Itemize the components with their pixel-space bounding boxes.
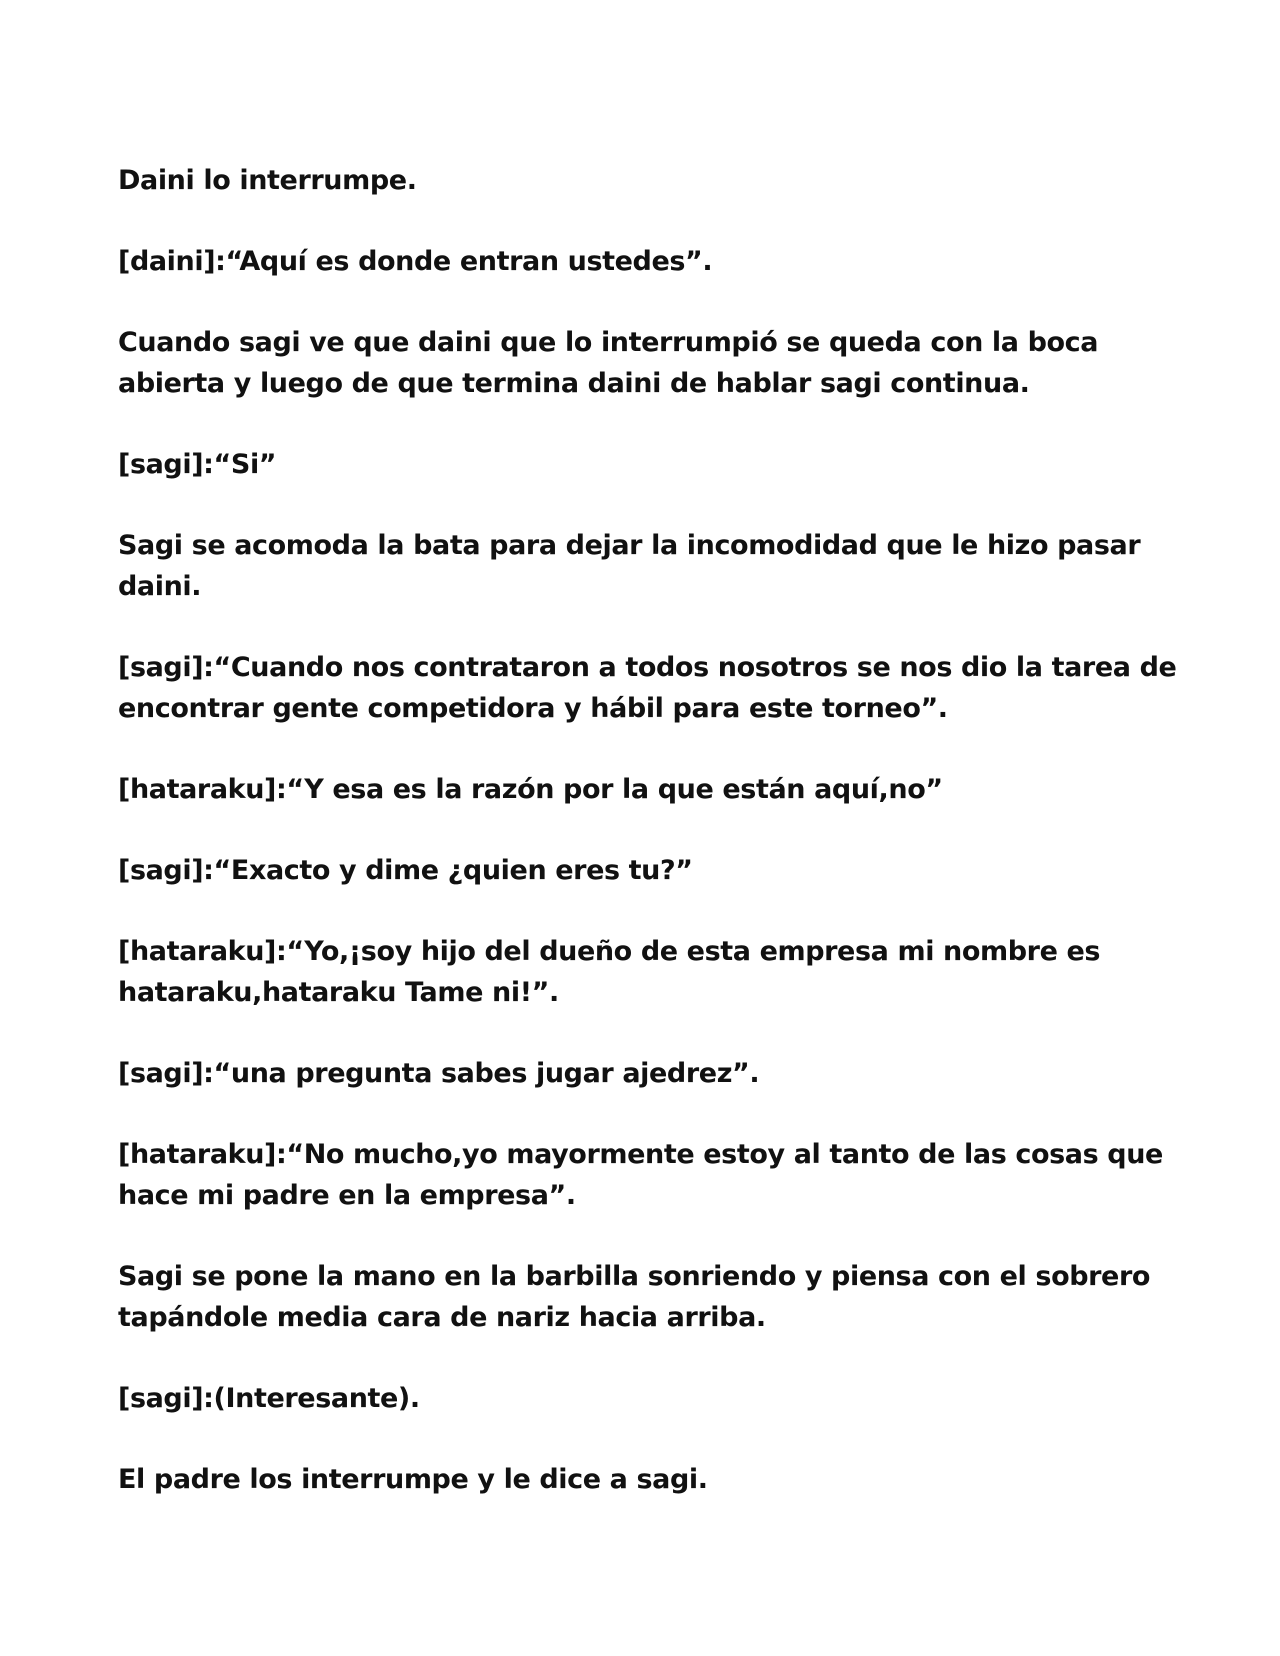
- document-body: [118, 160, 1198, 1500]
- narration-paragraph: Sagi se acomoda la bata para dejar la incomodidad que le hizo pasar daini.: [118, 530, 1141, 602]
- dialogue-line: [sagi]:“Si”: [118, 449, 277, 480]
- dialogue-line: [sagi]:“una pregunta sabes jugar ajedrez”.: [118, 1058, 760, 1089]
- narration-paragraph: Daini lo interrumpe.: [118, 165, 417, 196]
- dialogue-line: [hataraku]:“Y esa es la razón por la que están aquí,no”: [118, 774, 943, 805]
- dialogue-line: [hataraku]:“Yo,¡soy hijo del dueño de esta empresa mi nombre es hataraku,hataraku Tame ni!”.: [118, 936, 1101, 1008]
- dialogue-line: [sagi]:“Cuando nos contrataron a todos nosotros se nos dio la tarea de encontrar gente competidora y hábil para este torneo”.: [118, 652, 1177, 724]
- narration-paragraph: Sagi se pone la mano en la barbilla sonriendo y piensa con el sobrero tapándole media cara de nariz hacia arriba.: [118, 1261, 1151, 1333]
- narration-paragraph: El padre los interrumpe y le dice a sagi.: [118, 1464, 708, 1495]
- narration-paragraph: Cuando sagi ve que daini que lo interrumpió se queda con la boca abierta y luego de que termina daini de hablar sagi continua.: [118, 327, 1099, 399]
- thought-line: [sagi]:(Interesante).: [118, 1383, 420, 1414]
- dialogue-line: [daini]:“Aquí es donde entran ustedes”.: [118, 246, 713, 277]
- dialogue-line: [sagi]:“Exacto y dime ¿quien eres tu?”: [118, 855, 693, 886]
- dialogue-line: [hataraku]:“No mucho,yo mayormente estoy al tanto de las cosas que hace mi padre en la empresa”.: [118, 1139, 1163, 1211]
